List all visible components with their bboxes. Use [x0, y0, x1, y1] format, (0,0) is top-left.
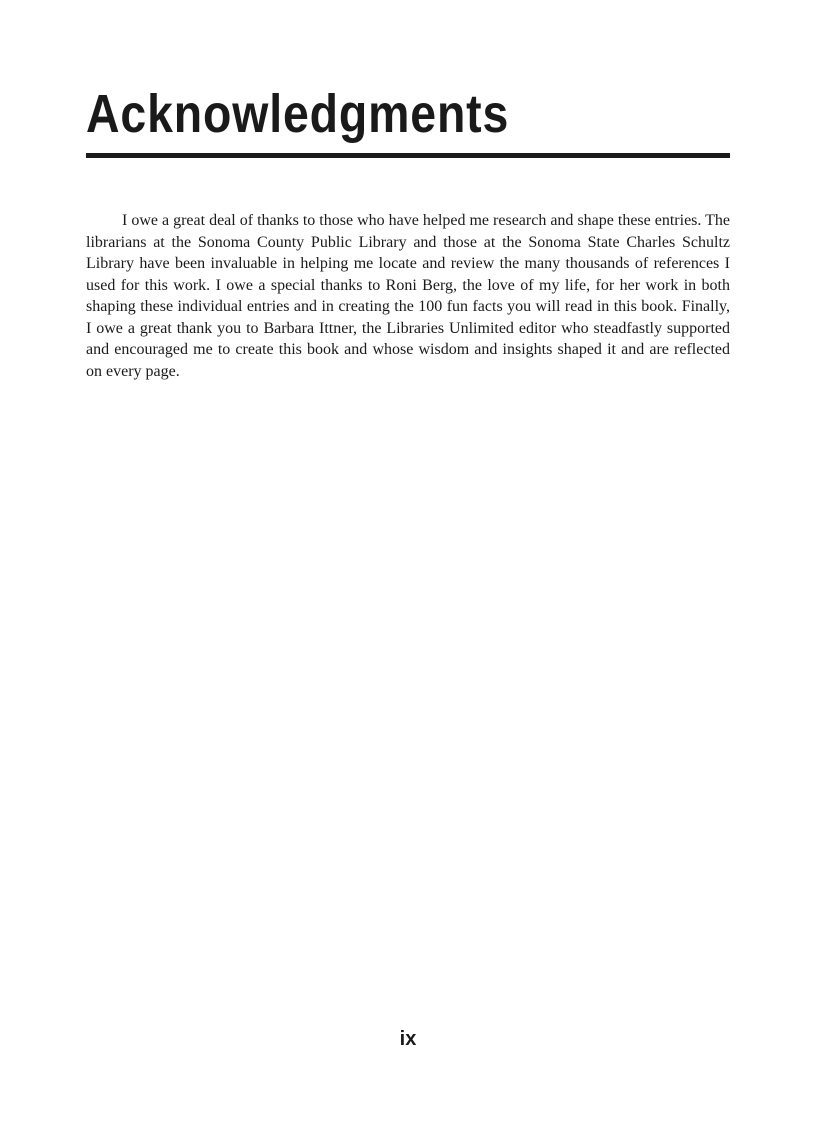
acknowledgments-paragraph: I owe a great deal of thanks to those who have helped me research and shape these entries. The librarians at the Sonoma County Public Library and those at the Sonoma State Charles Schultz Library have been invaluable in helping me locate and review the many thousands of references I used for this work. I owe a special thanks to Roni Berg, the love of my life, for her work in both shaping these individual entries and in creating the 100 fun facts you will read in this book. Finally, I owe a great thank you to Barbara Ittner, the Libraries Unlimited editor who steadfastly supported and encouraged me to create this book and whose wisdom and insights shaped it and are reflected on every page.: [86, 212, 730, 380]
page-number: ix: [399, 1028, 417, 1050]
page-title: Acknowledgments: [86, 84, 510, 144]
title-underline-rule: [86, 153, 730, 158]
